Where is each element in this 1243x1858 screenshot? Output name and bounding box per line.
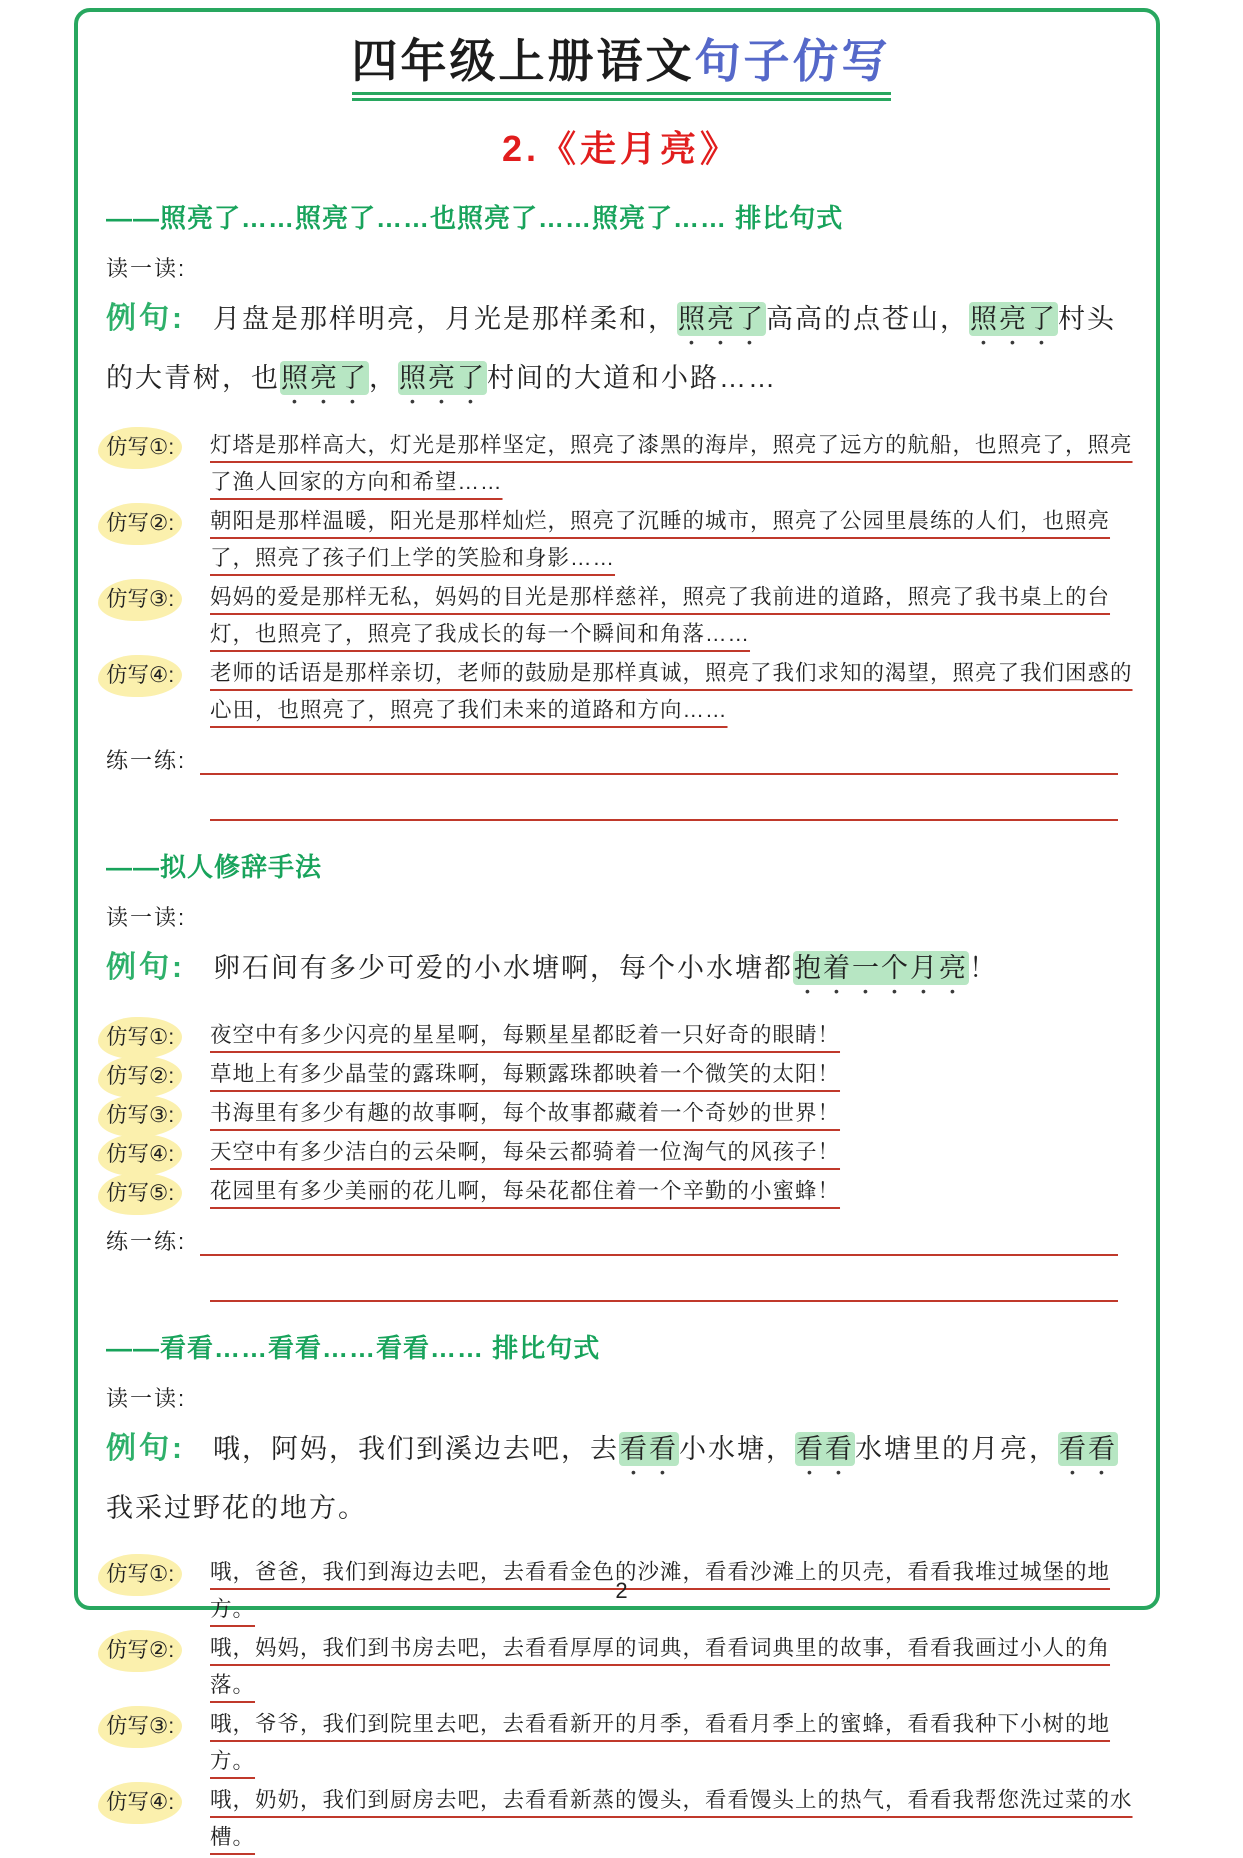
example-segment: ，	[369, 363, 398, 394]
section-header: ——拟人修辞手法	[106, 852, 323, 883]
imitation-label: 仿写②:	[98, 1630, 182, 1672]
imitation-row	[106, 1056, 1136, 1093]
imitation-row	[106, 655, 1136, 729]
section-1	[106, 200, 1136, 821]
imitation-label: 仿写①:	[98, 1017, 182, 1059]
highlighted-phrase: 看看	[1059, 1434, 1117, 1465]
imitation-text: 书海里有多少有趣的故事啊，每个故事都藏着一个奇妙的世界！	[210, 1101, 841, 1126]
imitation-label: 仿写④:	[98, 1134, 182, 1176]
highlighted-phrase: 照亮了	[970, 304, 1057, 335]
practice-block	[106, 743, 1136, 775]
imitation-text: 妈妈的爱是那样无私，妈妈的目光是那样慈祥，照亮了我前进的道路，照亮了我书桌上的台灯，也照亮了，照亮了我成长的每一个瞬间和角落……	[210, 585, 1111, 647]
imitation-text: 灯塔是那样高大，灯光是那样坚定，照亮了漆黑的海岸，照亮了远方的航船，也照亮了，照亮了渔人回家的方向和希望……	[210, 433, 1133, 495]
imitation-text: 朝阳是那样温暖，阳光是那样灿烂，照亮了沉睡的城市，照亮了公园里晨练的人们，也照亮了，照亮了孩子们上学的笑脸和身影……	[210, 509, 1111, 571]
imitation-row	[106, 579, 1136, 653]
example-label: 例句:	[106, 951, 185, 985]
imitation-text: 哦，奶奶，我们到厨房去吧，去看看新蒸的馒头，看看馒头上的热气，看看我帮您洗过菜的水槽。	[210, 1788, 1133, 1850]
example-segment: 水塘里的月亮，	[855, 1434, 1058, 1465]
example-sentence	[106, 1421, 1136, 1536]
highlighted-phrase: 照亮了	[281, 363, 368, 394]
imitation-label: 仿写③:	[98, 579, 182, 621]
example-segment: 村头的大青树，也	[106, 304, 1116, 394]
highlighted-phrase: 抱着一个月亮	[794, 953, 968, 984]
title-block	[106, 34, 1136, 101]
imitation-text: 天空中有多少洁白的云朵啊，每朵云都骑着一位淘气的风孩子！	[210, 1140, 841, 1165]
imitation-row	[106, 503, 1136, 577]
imitation-row	[106, 1017, 1136, 1054]
imitation-text: 老师的话语是那样亲切，老师的鼓励是那样真诚，照亮了我们求知的渴望，照亮了我们困惑的心田，也照亮了，照亮了我们未来的道路和方向……	[210, 661, 1133, 723]
example-label: 例句:	[106, 1432, 185, 1466]
imitation-list	[106, 1017, 1136, 1210]
imitation-row	[106, 1630, 1136, 1704]
section-header: ——看看……看看……看看…… 排比句式	[106, 1333, 601, 1364]
page-number: 2	[615, 1578, 628, 1603]
practice-label: 练一练:	[106, 1229, 187, 1255]
highlighted-phrase: 看看	[796, 1434, 854, 1465]
section-header: ——照亮了……照亮了……也照亮了……照亮了…… 排比句式	[106, 203, 844, 234]
imitation-text: 哦，爷爷，我们到院里去吧，去看看新开的月季，看看月季上的蜜蜂，看看我种下小树的地方。	[210, 1712, 1111, 1774]
imitation-text: 哦，妈妈，我们到书房去吧，去看看厚厚的词典，看看词典里的故事，看看我画过小人的角落。	[210, 1636, 1111, 1698]
highlighted-phrase: 照亮了	[678, 304, 765, 335]
imitation-label: 仿写④:	[98, 655, 182, 697]
example-sentence	[106, 940, 1136, 999]
imitation-label: 仿写④:	[98, 1782, 182, 1824]
lesson-subtitle: 2.《走月亮》	[501, 128, 741, 170]
read-label: 读一读:	[106, 1386, 187, 1412]
title-accent: 句子仿写	[694, 35, 891, 87]
highlighted-phrase: 照亮了	[399, 363, 486, 394]
imitation-label: 仿写①:	[98, 1554, 182, 1596]
example-segment: 卵石间有多少可爱的小水塘啊，每个小水塘都	[213, 953, 793, 984]
imitation-label: 仿写②:	[98, 503, 182, 545]
practice-block	[106, 1224, 1136, 1256]
imitation-row	[106, 1134, 1136, 1171]
imitation-label: 仿写①:	[98, 427, 182, 469]
example-segment: 我采过野花的地方。	[106, 1493, 367, 1524]
imitation-label: 仿写⑤:	[98, 1173, 182, 1215]
sections-container	[106, 200, 1136, 1856]
title-main: 四年级上册语文	[351, 35, 695, 87]
imitation-row	[106, 1706, 1136, 1780]
highlighted-phrase: 看看	[620, 1434, 678, 1465]
section-2	[106, 849, 1136, 1302]
page-title	[352, 34, 891, 101]
read-label: 读一读:	[106, 256, 187, 282]
imitation-row	[106, 1095, 1136, 1132]
imitation-row	[106, 1173, 1136, 1210]
practice-blank-line	[210, 775, 1118, 821]
imitation-text: 草地上有多少晶莹的露珠啊，每颗露珠都映着一个微笑的太阳！	[210, 1062, 841, 1087]
imitation-label: 仿写②:	[98, 1056, 182, 1098]
example-segment: ！	[969, 953, 998, 984]
imitation-text: 花园里有多少美丽的花儿啊，每朵花都住着一个辛勤的小蜜蜂！	[210, 1179, 841, 1204]
example-segment: 村间的大道和小路……	[487, 363, 777, 394]
example-segment: 月盘是那样明亮，月光是那样柔和，	[213, 304, 677, 335]
practice-blank-line	[210, 1256, 1118, 1302]
imitation-list	[106, 427, 1136, 729]
imitation-row	[106, 1782, 1136, 1856]
practice-blank-line	[200, 743, 1118, 775]
example-segment: 高高的点苍山，	[766, 304, 969, 335]
practice-label: 练一练:	[106, 748, 187, 774]
imitation-label: 仿写③:	[98, 1095, 182, 1137]
title-underline	[352, 92, 891, 101]
read-label: 读一读:	[106, 905, 187, 931]
example-segment: 小水塘，	[679, 1434, 795, 1465]
imitation-row	[106, 427, 1136, 501]
practice-blank-line	[200, 1224, 1118, 1256]
example-sentence	[106, 291, 1136, 409]
example-segment: 哦，阿妈，我们到溪边去吧，去	[213, 1434, 619, 1465]
imitation-text: 哦，爸爸，我们到海边去吧，去看看金色的沙滩，看看沙滩上的贝壳，看看我堆过城堡的地方。	[210, 1560, 1111, 1622]
imitation-label: 仿写③:	[98, 1706, 182, 1748]
imitation-text: 夜空中有多少闪亮的星星啊，每颗星星都眨着一只好奇的眼睛！	[210, 1023, 841, 1048]
example-label: 例句:	[106, 302, 185, 336]
